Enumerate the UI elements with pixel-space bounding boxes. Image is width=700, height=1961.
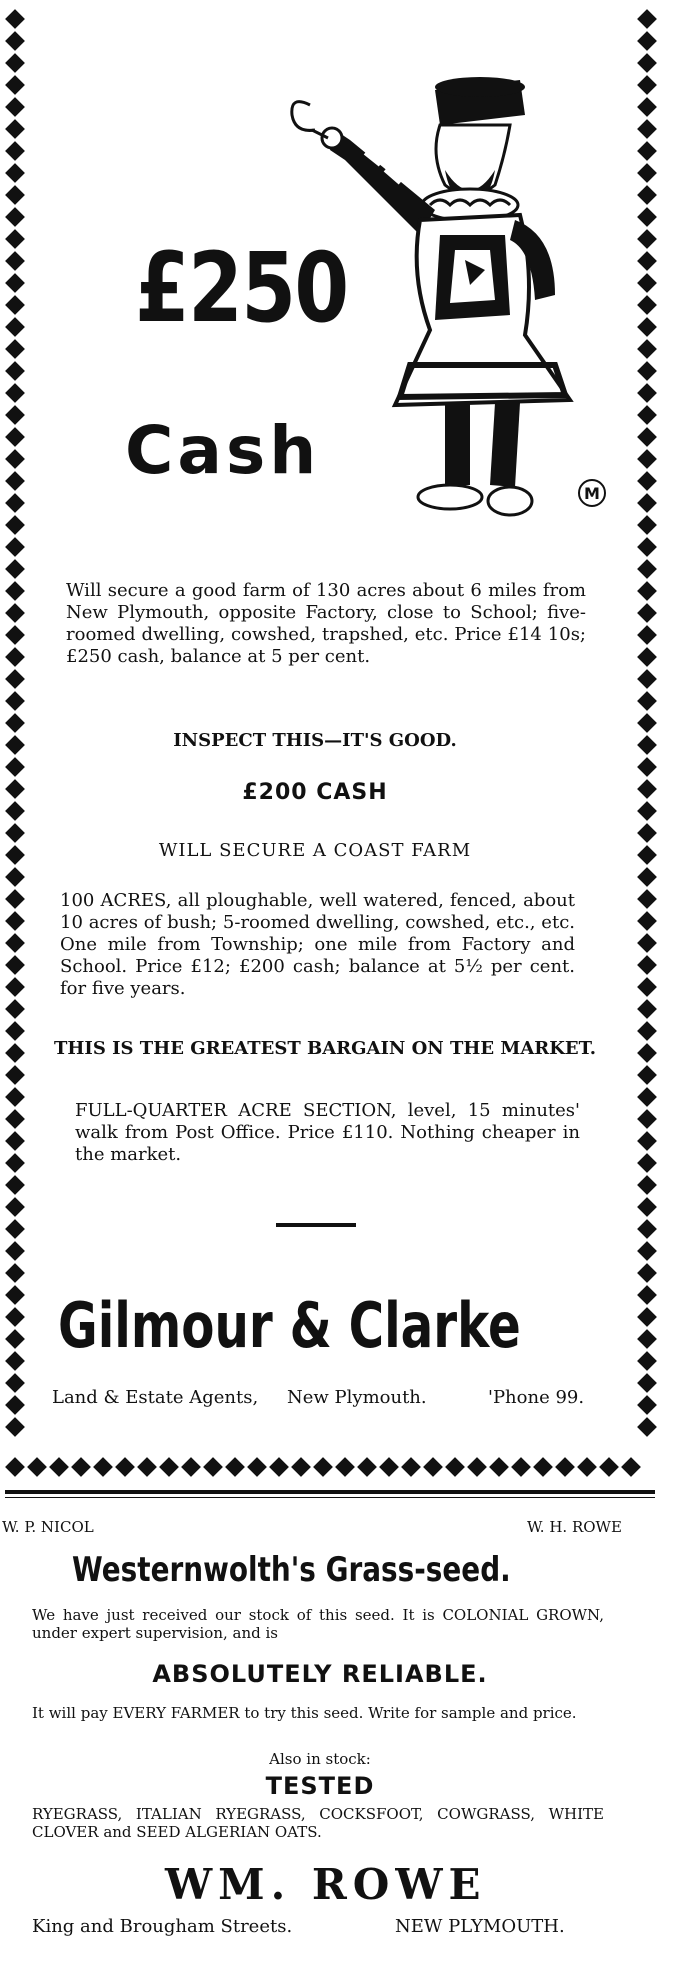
border-diamond — [637, 1351, 657, 1371]
reliable-heading: ABSOLUTELY RELIABLE. — [152, 1660, 488, 1688]
border-diamond — [5, 1351, 25, 1371]
border-diamond — [511, 1457, 531, 1477]
border-diamond — [637, 207, 657, 227]
border-diamond — [5, 361, 25, 381]
border-diamond — [489, 1457, 509, 1477]
border-diamond — [27, 1457, 47, 1477]
border-diamond — [637, 735, 657, 755]
bargain-heading: THIS IS THE GREATEST BARGAIN ON THE MARKET. — [54, 1038, 596, 1059]
border-diamond — [5, 339, 25, 359]
border-diamond — [637, 845, 657, 865]
border-diamond — [5, 1021, 25, 1041]
farm-description: Will secure a good farm of 130 acres about 6 miles from New Plymouth, opposite Factory, close to School; five-roomed dwelling, cowshed, trapshed, etc. Price £14 10s; £250 cash, balance at 5 per cent. — [66, 580, 586, 667]
partner-name-right: W. H. ROWE — [527, 1518, 622, 1536]
border-diamond — [5, 1395, 25, 1415]
border-diamond — [637, 471, 657, 491]
border-diamond — [637, 867, 657, 887]
border-diamond — [5, 559, 25, 579]
border-diamond — [637, 581, 657, 601]
border-diamond — [269, 1457, 289, 1477]
phone-label: 'Phone 99. — [488, 1387, 585, 1408]
border-diamond — [637, 823, 657, 843]
border-diamond — [5, 273, 25, 293]
border-diamond — [313, 1457, 333, 1477]
border-diamond — [5, 405, 25, 425]
border-diamond — [49, 1457, 69, 1477]
border-diamond — [637, 185, 657, 205]
cash-headline: Cash — [125, 412, 321, 489]
monogram-text: M — [584, 484, 600, 503]
border-diamond — [5, 647, 25, 667]
border-diamond — [5, 1109, 25, 1129]
streets-label: King and Brougham Streets. — [32, 1916, 293, 1937]
border-diamond — [159, 1457, 179, 1477]
border-diamond — [637, 1197, 657, 1217]
border-diamond — [637, 999, 657, 1019]
seed-intro: We have just received our stock of this seed. It is COLONIAL GROWN, under expert supervision, and is — [32, 1606, 604, 1642]
border-diamond — [637, 515, 657, 535]
separator-rule-thin — [5, 1497, 655, 1498]
border-diamond — [5, 691, 25, 711]
coast-farm-description: 100 ACRES, all ploughable, well watered, fenced, about 10 acres of bush; 5-roomed dwelling, cowshed, etc., etc. One mile from Township; one mile from Factory and School. Price £12; £200 cash; balance at 5½ per cent. for five years. — [60, 890, 575, 999]
border-diamond — [637, 1087, 657, 1107]
firm-name: Gilmour & Clarke — [58, 1289, 521, 1362]
border-diamond — [5, 1417, 25, 1437]
border-diamond — [637, 361, 657, 381]
border-diamond — [5, 1043, 25, 1063]
border-diamond — [5, 1087, 25, 1107]
border-diamond — [5, 9, 25, 29]
border-diamond — [5, 119, 25, 139]
border-diamond — [5, 1307, 25, 1327]
border-diamond — [5, 1329, 25, 1349]
border-diamond — [637, 1175, 657, 1195]
border-diamond — [637, 119, 657, 139]
border-diamond — [637, 1241, 657, 1261]
border-diamond — [203, 1457, 223, 1477]
seed-title: Westernwolth's Grass-seed. — [72, 1550, 511, 1590]
border-diamond — [637, 427, 657, 447]
border-diamond — [5, 229, 25, 249]
border-diamond — [5, 53, 25, 73]
divider-rule — [276, 1223, 356, 1227]
border-diamond — [5, 163, 25, 183]
border-diamond — [5, 471, 25, 491]
border-diamond — [637, 713, 657, 733]
border-diamond — [5, 1285, 25, 1305]
border-diamond — [637, 1417, 657, 1437]
border-diamond — [5, 1175, 25, 1195]
border-diamond — [637, 163, 657, 183]
cash-offer-heading: £200 CASH — [242, 780, 388, 805]
seed-pay-text: It will pay EVERY FARMER to try this seed. Write for sample and price. — [32, 1704, 577, 1722]
partner-name-left: W. P. NICOL — [2, 1518, 94, 1536]
border-diamond — [5, 185, 25, 205]
border-diamond — [5, 581, 25, 601]
border-diamond — [5, 1153, 25, 1173]
border-diamond — [555, 1457, 575, 1477]
border-diamond — [637, 493, 657, 513]
border-diamond — [637, 53, 657, 73]
also-in-stock: Also in stock: — [269, 1750, 371, 1768]
border-diamond — [5, 427, 25, 447]
border-diamond — [137, 1457, 157, 1477]
border-diamond — [637, 801, 657, 821]
border-diamond — [5, 31, 25, 51]
border-diamond — [71, 1457, 91, 1477]
border-diamond — [5, 383, 25, 403]
border-diamond — [637, 1307, 657, 1327]
border-diamond — [637, 97, 657, 117]
price-headline: £250 — [135, 232, 348, 344]
border-diamond — [5, 1065, 25, 1085]
border-diamond — [637, 1043, 657, 1063]
border-diamond — [637, 933, 657, 953]
separator-rule — [5, 1490, 655, 1494]
border-diamond — [247, 1457, 267, 1477]
coast-farm-heading: WILL SECURE A COAST FARM — [158, 840, 472, 861]
merchant-name: WM. ROWE — [165, 1860, 487, 1909]
border-diamond — [423, 1457, 443, 1477]
border-diamond — [637, 691, 657, 711]
border-diamond — [533, 1457, 553, 1477]
border-diamond — [379, 1457, 399, 1477]
border-diamond — [637, 1285, 657, 1305]
tested-heading: TESTED — [265, 1772, 375, 1800]
border-diamond — [5, 207, 25, 227]
border-diamond — [637, 647, 657, 667]
border-diamond — [5, 537, 25, 557]
border-diamond — [637, 339, 657, 359]
border-diamond — [5, 1457, 25, 1477]
border-diamond — [5, 1197, 25, 1217]
border-diamond — [637, 141, 657, 161]
border-diamond — [637, 1153, 657, 1173]
town-label: New Plymouth. — [287, 1387, 427, 1408]
border-diamond — [637, 1373, 657, 1393]
border-diamond — [5, 889, 25, 909]
border-diamond — [357, 1457, 377, 1477]
border-diamond — [637, 9, 657, 29]
border-diamond — [291, 1457, 311, 1477]
border-diamond — [637, 273, 657, 293]
border-diamond — [93, 1457, 113, 1477]
border-diamond — [5, 251, 25, 271]
border-diamond — [637, 779, 657, 799]
border-diamond — [5, 449, 25, 469]
border-diamond — [5, 757, 25, 777]
border-diamond — [637, 317, 657, 337]
grasses-list: RYEGRASS, ITALIAN RYEGRASS, COCKSFOOT, COWGRASS, WHITE CLOVER and SEED ALGERIAN OATS. — [32, 1805, 604, 1841]
border-diamond — [5, 977, 25, 997]
border-diamond — [5, 1241, 25, 1261]
border-diamond — [637, 559, 657, 579]
border-diamond — [637, 669, 657, 689]
agents-label: Land & Estate Agents, — [52, 1387, 259, 1408]
border-diamond — [637, 889, 657, 909]
border-diamond — [577, 1457, 597, 1477]
border-diamond — [5, 295, 25, 315]
border-diamond — [637, 1329, 657, 1349]
border-diamond — [5, 493, 25, 513]
border-diamond — [5, 141, 25, 161]
border-diamond — [637, 31, 657, 51]
border-diamond — [637, 1263, 657, 1283]
border-diamond — [5, 999, 25, 1019]
border-diamond — [5, 75, 25, 95]
border-diamond — [637, 1021, 657, 1041]
border-diamond — [637, 449, 657, 469]
border-diamond — [225, 1457, 245, 1477]
border-diamond — [5, 515, 25, 535]
border-diamond — [5, 867, 25, 887]
border-diamond — [5, 1219, 25, 1239]
border-diamond — [467, 1457, 487, 1477]
border-diamond — [637, 251, 657, 271]
border-diamond — [5, 97, 25, 117]
border-diamond — [181, 1457, 201, 1477]
border-diamond — [637, 405, 657, 425]
border-diamond — [637, 757, 657, 777]
border-diamond — [5, 603, 25, 623]
border-diamond — [445, 1457, 465, 1477]
inspect-heading: INSPECT THIS—IT'S GOOD. — [173, 730, 457, 751]
border-diamond — [5, 933, 25, 953]
border-diamond — [599, 1457, 619, 1477]
border-diamond — [5, 911, 25, 931]
border-diamond — [115, 1457, 135, 1477]
border-diamond — [401, 1457, 421, 1477]
border-diamond — [637, 295, 657, 315]
border-diamond — [621, 1457, 641, 1477]
border-diamond — [637, 1395, 657, 1415]
border-diamond — [637, 911, 657, 931]
border-diamond — [637, 383, 657, 403]
border-diamond — [5, 955, 25, 975]
border-diamond — [637, 537, 657, 557]
border-diamond — [5, 1131, 25, 1151]
border-diamond — [5, 625, 25, 645]
border-diamond — [637, 1065, 657, 1085]
border-diamond — [637, 1219, 657, 1239]
border-diamond — [5, 1373, 25, 1393]
city-label: NEW PLYMOUTH. — [395, 1916, 565, 1937]
section-description: FULL-QUARTER ACRE SECTION, level, 15 minutes' walk from Post Office. Price £110. Nothing cheaper in the market. — [75, 1100, 580, 1165]
border-diamond — [637, 75, 657, 95]
border-diamond — [637, 977, 657, 997]
border-diamond — [335, 1457, 355, 1477]
border-diamond — [637, 603, 657, 623]
border-diamond — [5, 1263, 25, 1283]
border-diamond — [637, 1131, 657, 1151]
border-diamond — [637, 1109, 657, 1129]
border-diamond — [637, 625, 657, 645]
border-diamond — [637, 955, 657, 975]
border-diamond — [5, 317, 25, 337]
border-diamond — [637, 229, 657, 249]
border-diamond — [5, 669, 25, 689]
